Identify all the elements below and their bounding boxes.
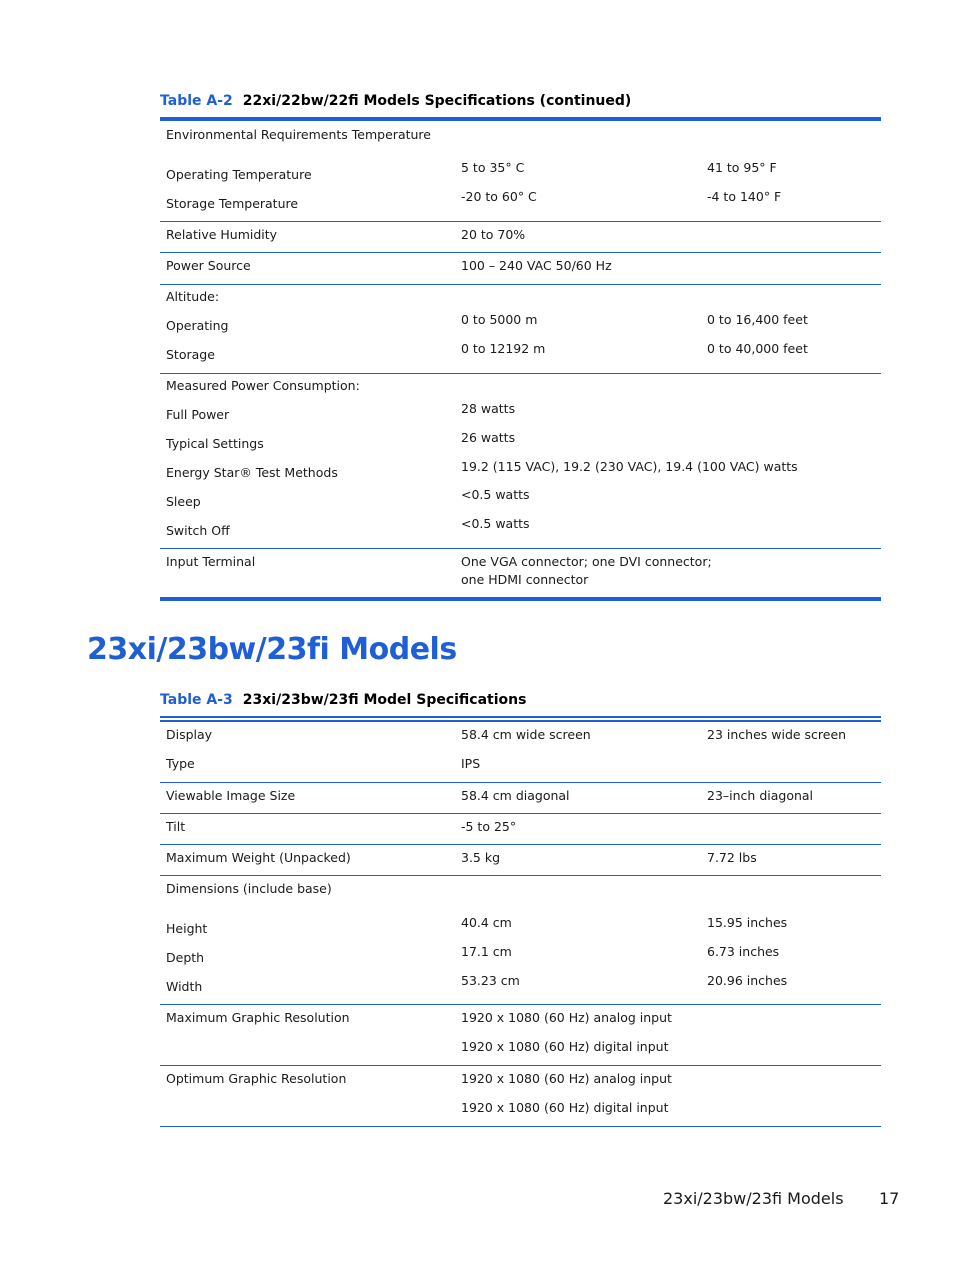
power-source-label: Power Source — [166, 258, 251, 273]
viewable-label: Viewable Image Size — [166, 788, 296, 803]
height-label: Height — [166, 921, 208, 936]
full-power-label: Full Power — [166, 407, 230, 422]
table-top-rule — [160, 716, 881, 718]
max-res-analog: 1920 x 1080 (60 Hz) analog input — [461, 1010, 672, 1025]
power-source-value: 100 – 240 VAC 50/60 Hz — [461, 258, 612, 273]
footer-section-title: 23xi/23bw/23fi Models — [663, 1189, 844, 1208]
width-label: Width — [166, 979, 203, 994]
altitude-st-metric: 0 to 12192 m — [461, 341, 546, 356]
energy-star-value: 19.2 (115 VAC), 19.2 (230 VAC), 19.4 (100 VAC) watts — [461, 459, 798, 474]
section-heading: 23xi/23bw/23fi Models — [87, 632, 457, 667]
opt-res-label: Optimum Graphic Resolution — [166, 1071, 347, 1086]
table-row — [160, 1066, 881, 1127]
type-label: Type — [166, 756, 195, 771]
table-row — [160, 121, 881, 222]
table-a2-title: 22xi/22bw/22fi Models Specifications (continued) — [242, 93, 632, 109]
table-row — [160, 285, 881, 374]
table-a2-caption — [160, 93, 631, 109]
viewable-imperial: 23–inch diagonal — [707, 788, 814, 803]
typical-settings-value: 26 watts — [461, 430, 516, 445]
table-a2-number: Table A-2 — [160, 93, 233, 109]
input-terminal-line2: one HDMI connector — [461, 572, 589, 587]
width-metric: 53.23 cm — [461, 973, 520, 988]
altitude-st-label: Storage — [166, 347, 215, 362]
sleep-value: <0.5 watts — [461, 487, 530, 502]
input-terminal-label: Input Terminal — [166, 554, 256, 569]
table-row — [160, 783, 881, 814]
tilt-label: Tilt — [166, 819, 186, 834]
humidity-value: 20 to 70% — [461, 227, 526, 242]
input-terminal-line1: One VGA connector; one DVI connector; — [461, 554, 712, 569]
op-temp-imperial: 41 to 95° F — [707, 160, 777, 175]
weight-label: Maximum Weight (Unpacked) — [166, 850, 351, 865]
depth-label: Depth — [166, 950, 205, 965]
st-temp-metric: -20 to 60° C — [461, 189, 537, 204]
full-power-value: 28 watts — [461, 401, 516, 416]
table-a3-number: Table A-3 — [160, 692, 233, 708]
width-imperial: 20.96 inches — [707, 973, 788, 988]
weight-metric: 3.5 kg — [461, 850, 501, 865]
max-res-digital: 1920 x 1080 (60 Hz) digital input — [461, 1039, 669, 1054]
table-a3-title: 23xi/23bw/23fi Model Specifications — [242, 692, 527, 708]
altitude-header: Altitude: — [166, 289, 220, 304]
altitude-st-imperial: 0 to 40,000 feet — [707, 341, 808, 356]
table-bottom-rule — [160, 597, 881, 601]
st-temp-label: Storage Temperature — [166, 196, 299, 211]
altitude-op-imperial: 0 to 16,400 feet — [707, 312, 808, 327]
altitude-op-metric: 0 to 5000 m — [461, 312, 538, 327]
page-number: 17 — [879, 1189, 900, 1208]
table-row — [160, 722, 881, 783]
table-row — [160, 845, 881, 876]
table-a3 — [160, 716, 881, 1128]
type-value: IPS — [461, 756, 481, 771]
power-consumption-header: Measured Power Consumption: — [166, 378, 360, 393]
display-label: Display — [166, 727, 213, 742]
height-imperial: 15.95 inches — [707, 915, 788, 930]
depth-metric: 17.1 cm — [461, 944, 512, 959]
table-row — [160, 1005, 881, 1066]
st-temp-imperial: -4 to 140° F — [707, 189, 782, 204]
table-a2 — [160, 117, 881, 602]
altitude-op-label: Operating — [166, 318, 229, 333]
energy-star-label: Energy Star® Test Methods — [166, 465, 338, 480]
table-row — [160, 876, 881, 1005]
table-row — [160, 374, 881, 549]
sleep-label: Sleep — [166, 494, 201, 509]
display-imperial: 23 inches wide screen — [707, 727, 847, 742]
tilt-value: -5 to 25° — [461, 819, 517, 834]
op-temp-label: Operating Temperature — [166, 167, 312, 182]
dimensions-header: Dimensions (include base) — [166, 881, 332, 896]
table-a3-caption — [160, 692, 526, 708]
switch-off-value: <0.5 watts — [461, 516, 530, 531]
typical-settings-label: Typical Settings — [166, 436, 264, 451]
weight-imperial: 7.72 lbs — [707, 850, 757, 865]
table-row — [160, 253, 881, 285]
table-row — [160, 549, 881, 595]
env-header: Environmental Requirements Temperature — [166, 127, 431, 142]
op-temp-metric: 5 to 35° C — [461, 160, 525, 175]
viewable-metric: 58.4 cm diagonal — [461, 788, 570, 803]
height-metric: 40.4 cm — [461, 915, 512, 930]
switch-off-label: Switch Off — [166, 523, 230, 538]
max-res-label: Maximum Graphic Resolution — [166, 1010, 350, 1025]
table-row — [160, 222, 881, 253]
humidity-label: Relative Humidity — [166, 227, 278, 242]
opt-res-digital: 1920 x 1080 (60 Hz) digital input — [461, 1100, 669, 1115]
display-metric: 58.4 cm wide screen — [461, 727, 591, 742]
depth-imperial: 6.73 inches — [707, 944, 780, 959]
opt-res-analog: 1920 x 1080 (60 Hz) analog input — [461, 1071, 672, 1086]
table-row — [160, 814, 881, 845]
